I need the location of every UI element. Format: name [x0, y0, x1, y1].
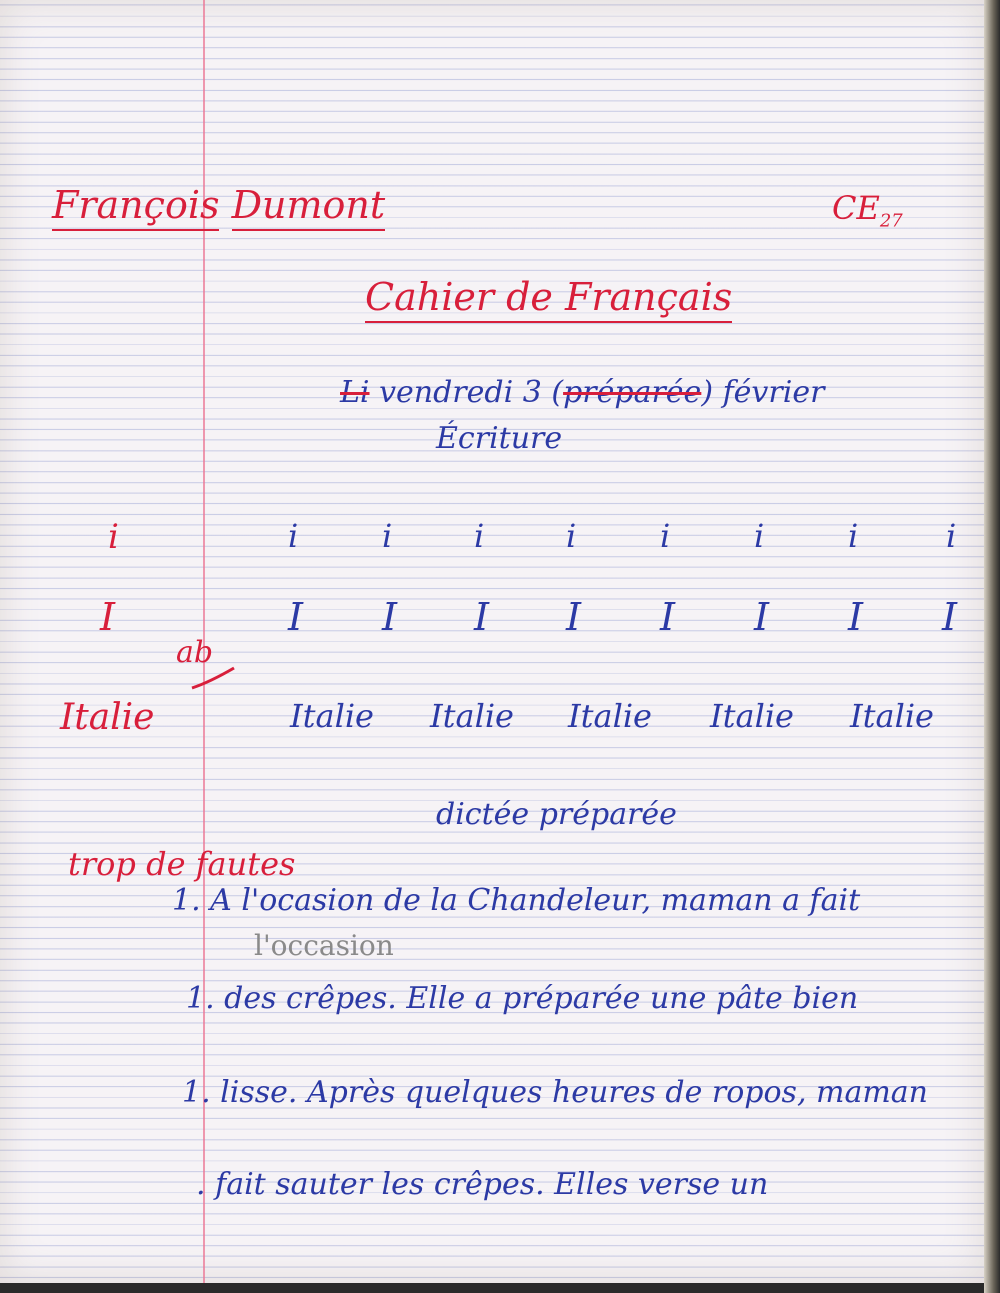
dictation-title: dictée préparée: [436, 797, 677, 832]
crossed-word: préparée: [563, 375, 702, 410]
line-text: lisse. Après quelques heures de ropos, maman: [220, 1075, 928, 1110]
line-text: fait sauter les crêpes. Elles verse un: [215, 1167, 769, 1202]
student-name: [52, 183, 386, 227]
copy-i: i: [288, 517, 299, 555]
class-number: 27: [879, 210, 903, 232]
grade-underline-mark: [190, 664, 240, 694]
copy-word: Italie: [290, 697, 374, 735]
model-i: i: [108, 517, 119, 557]
copy-i: i: [754, 517, 765, 555]
copy-word: Italie: [710, 697, 794, 735]
copy-i: i: [946, 517, 957, 555]
teacher-comment: trop de fautes: [68, 845, 296, 883]
copy-i: i: [566, 517, 577, 555]
copy-capital-i: I: [288, 595, 304, 639]
pencil-correction: l'occasion: [254, 929, 394, 962]
notebook-title: Cahier de Français: [365, 278, 732, 316]
model-word: Italie: [60, 697, 155, 738]
row-italie: [0, 697, 984, 750]
line-marker: .: [196, 1167, 206, 1202]
copy-capital-i: I: [942, 595, 958, 639]
copy-capital-i: I: [754, 595, 770, 639]
line-marker: 1.: [186, 981, 215, 1016]
crossed-prefix: Li: [340, 375, 370, 410]
copy-i: i: [474, 517, 485, 555]
copy-i: i: [660, 517, 671, 555]
model-capital-i: I: [100, 595, 116, 639]
line-text: des crêpes. Elle a préparée une pâte bien: [224, 981, 859, 1016]
copy-i: i: [848, 517, 859, 555]
page-edge-shadow: [984, 0, 1000, 1293]
dictation-line: [196, 1167, 769, 1202]
dictation-line: [172, 883, 861, 918]
copy-capital-i: I: [382, 595, 398, 639]
row-capital-i: [0, 595, 984, 648]
copy-word: Italie: [850, 697, 934, 735]
date-text: vendredi 3: [379, 375, 542, 410]
copy-word: Italie: [568, 697, 652, 735]
line-marker: 1.: [172, 883, 201, 918]
copy-capital-i: I: [566, 595, 582, 639]
class-label: $CE_{27}$: [832, 189, 903, 232]
student-first-name: François: [52, 183, 219, 231]
line-marker: 1.: [182, 1075, 211, 1110]
copy-word: Italie: [430, 697, 514, 735]
dictation-line: [182, 1075, 928, 1110]
copy-capital-i: I: [848, 595, 864, 639]
date-month: février: [722, 375, 825, 410]
copy-capital-i: I: [660, 595, 676, 639]
copy-capital-i: I: [474, 595, 490, 639]
grade-mark: ab: [176, 635, 214, 670]
copy-i: i: [382, 517, 393, 555]
row-i: [0, 517, 984, 570]
dictation-line: [186, 981, 859, 1016]
student-last-name: Dumont: [232, 183, 386, 231]
section-title: Écriture: [436, 421, 563, 456]
date-line: Li vendredi 3 (préparée) février: [340, 375, 825, 410]
line-text: A l'ocasion de la Chandeleur, maman a fait: [210, 883, 861, 918]
